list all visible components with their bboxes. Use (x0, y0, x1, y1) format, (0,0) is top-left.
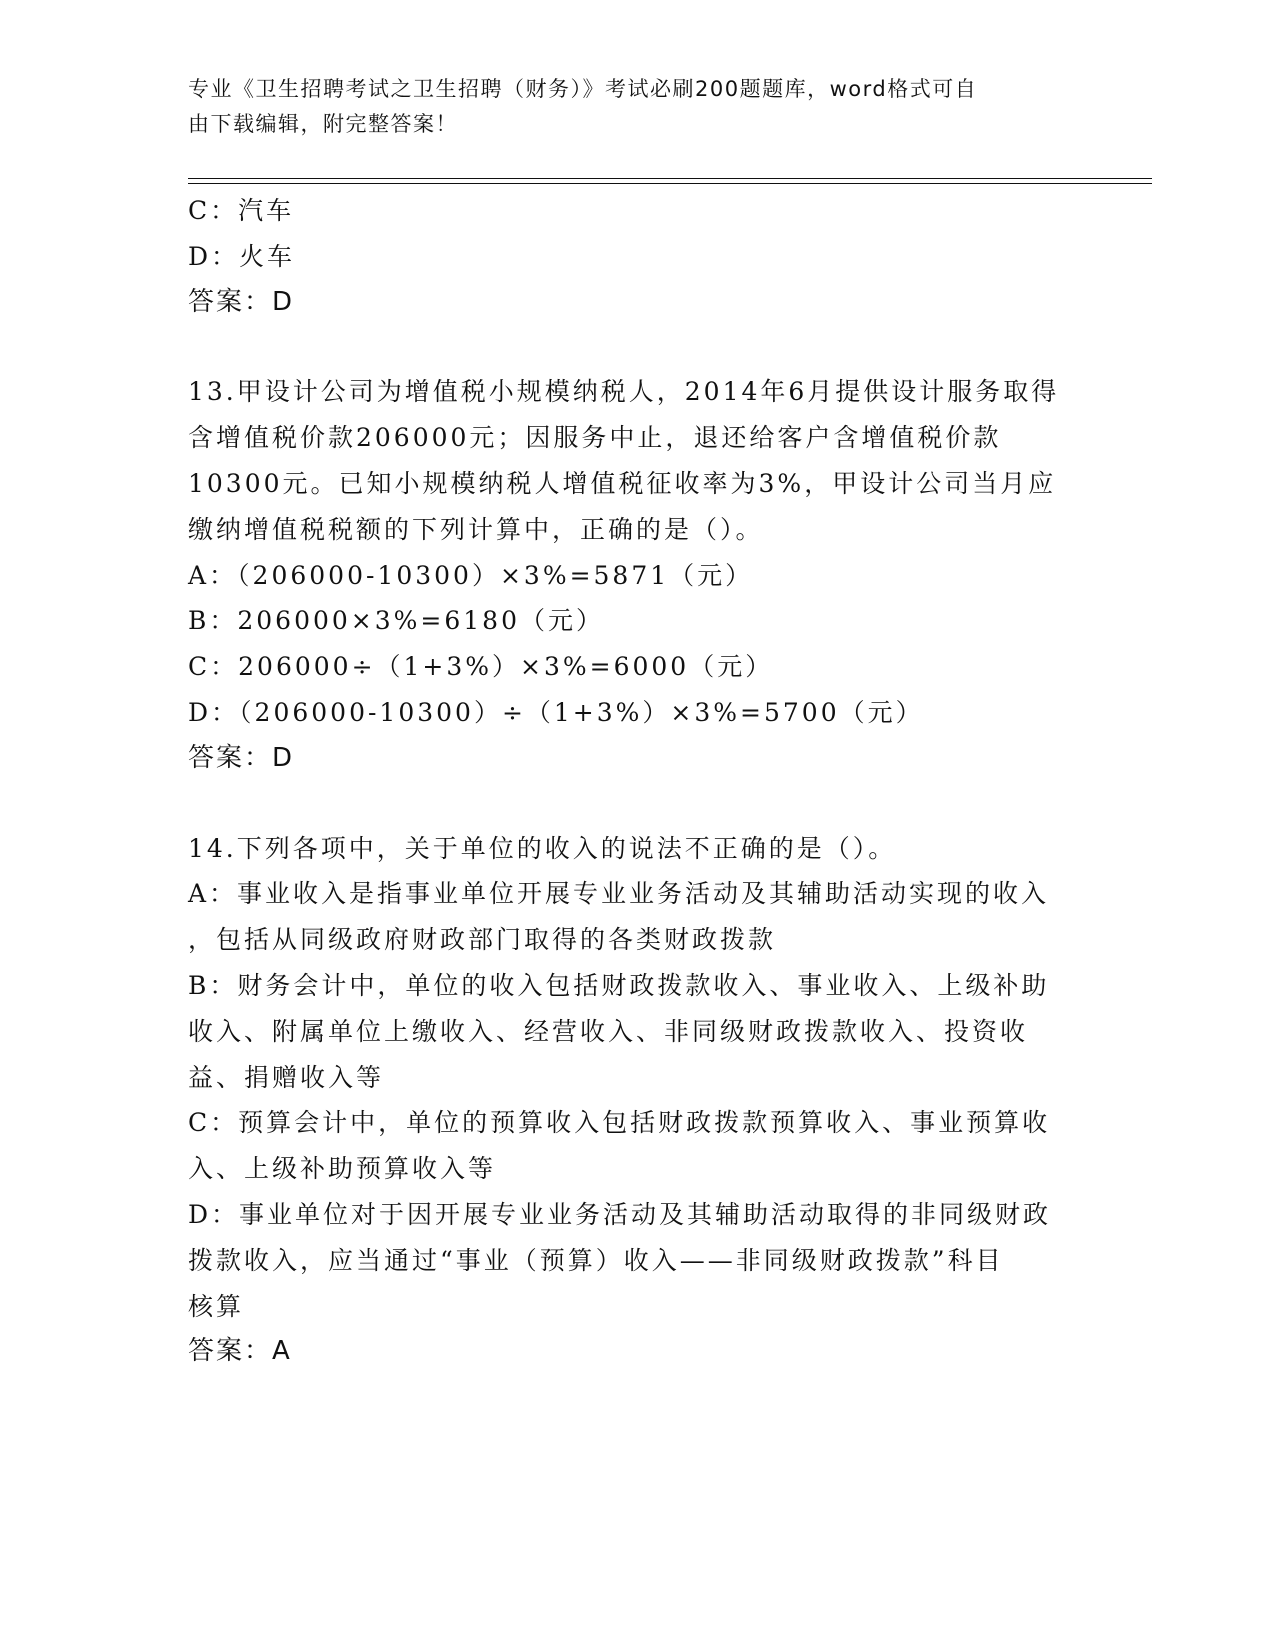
q14-stem: 14.下列各项中，关于单位的收入的说法不正确的是（）。 (188, 833, 897, 863)
question-13 (188, 369, 1088, 781)
q13-answer: 答案：D (188, 742, 295, 773)
document-header (188, 72, 1068, 142)
q12-option-d: D：火车 (188, 241, 296, 271)
question-14 (188, 826, 1088, 1376)
q13-stem-line-4: 缴纳增值税税额的下列计算中，正确的是（）。 (188, 514, 764, 544)
q14-answer: 答案：A (188, 1336, 292, 1367)
q13-option-a: A：（206000-10300）×3%=5871（元） (188, 560, 754, 590)
q13-option-b: B：206000×3%=6180（元） (188, 606, 604, 636)
header-line-2: 由下载编辑，附完整答案！ (188, 112, 458, 136)
header-divider-top (188, 178, 1152, 179)
q14-option-b-line-1: B：财务会计中，单位的收入包括财政拨款收入、事业收入、上级补助 (188, 970, 1050, 1000)
q13-stem-line-2: 含增值税价款206000元；因服务中止，退还给客户含增值税价款 (188, 423, 1002, 453)
q14-option-a-line-2: ，包括从同级政府财政部门取得的各类财政拨款 (188, 925, 777, 955)
q13-stem-line-1: 13.甲设计公司为增值税小规模纳税人，2014年6月提供设计服务取得 (188, 377, 1060, 407)
q14-option-d-line-1: D：事业单位对于因开展专业业务活动及其辅助活动取得的非同级财政 (188, 1199, 1052, 1229)
q14-option-c-line-1: C：预算会计中，单位的预算收入包括财政拨款预算收入、事业预算收 (188, 1108, 1051, 1138)
q13-option-d: D：（206000-10300）÷（1+3%）×3%=5700（元） (188, 697, 924, 727)
q12-answer: 答案：D (188, 286, 295, 317)
q13-option-c: C：206000÷（1+3%）×3%=6000（元） (188, 652, 774, 682)
q14-option-d-line-3: 核算 (188, 1291, 245, 1321)
q14-option-b-line-3: 益、捐赠收入等 (188, 1062, 385, 1092)
q14-option-b-line-2: 收入、附属单位上缴收入、经营收入、非同级财政拨款收入、投资收 (188, 1016, 1029, 1046)
question-12-tail (188, 188, 1088, 325)
q14-option-c-line-2: 入、上级补助预算收入等 (188, 1154, 497, 1184)
header-divider-bottom (188, 183, 1152, 184)
header-line-1: 专业《卫生招聘考试之卫生招聘（财务）》考试必刷200题题库，word格式可自 (188, 77, 978, 101)
q14-option-a-line-1: A：事业收入是指事业单位开展专业业务活动及其辅助活动实现的收入 (188, 879, 1050, 909)
q12-option-c: C：汽车 (188, 196, 295, 225)
document-body (188, 188, 1088, 1375)
q14-option-d-line-2: 拨款收入，应当通过“事业（预算）收入——非同级财政拨款”科目 (188, 1245, 1004, 1275)
q13-stem-line-3: 10300元。已知小规模纳税人增值税征收率为3%，甲设计公司当月应 (188, 468, 1057, 498)
